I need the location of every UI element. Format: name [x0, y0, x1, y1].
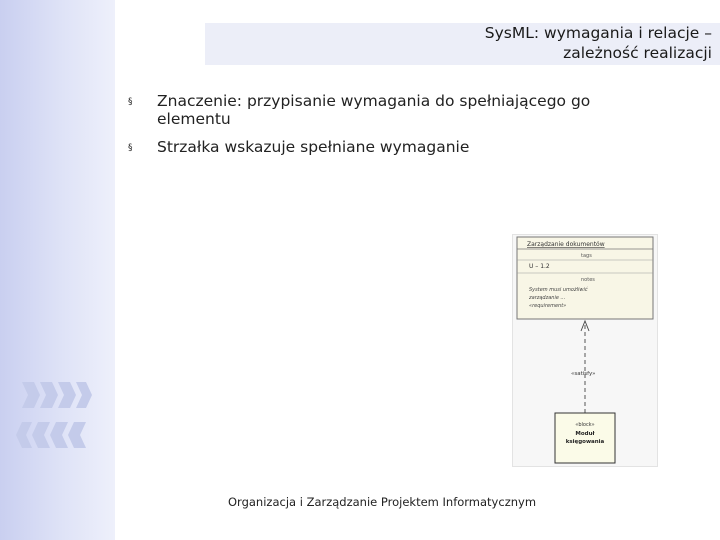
bullet-item — [128, 138, 648, 156]
requirement-tags-label: tags — [581, 253, 592, 259]
double-chevron-right-icon — [22, 382, 92, 408]
bullet-marker: § — [128, 97, 133, 107]
bullet-list — [128, 92, 648, 166]
satisfy-label: «satisfy» — [571, 371, 596, 377]
slide-title-line-1: SysML: wymagania i relacje – — [484, 24, 712, 42]
requirement-text-line-1: System musi umożliwić — [529, 287, 588, 293]
block-name-line-1: Moduł — [575, 431, 595, 437]
footer-text: Organizacja i Zarządzanie Projektem Informatycznym — [228, 495, 537, 509]
requirement-name: Zarządzanie dokumentów — [527, 241, 605, 248]
requirement-notes-label: notes — [581, 277, 595, 283]
bullet-marker: § — [128, 143, 133, 153]
title-bar — [205, 23, 720, 65]
requirement-stereotype: «requirement» — [529, 303, 567, 309]
block-name-line-2: księgowania — [565, 439, 605, 445]
left-decorative-band — [0, 0, 115, 540]
bullet-text: Znaczenie: przypisanie wymagania do spełniającego go elementu — [157, 92, 591, 128]
requirement-id: U – 1.2 — [529, 263, 550, 270]
double-chevron-left-icon — [16, 422, 86, 448]
chevron-decoration — [14, 380, 98, 452]
requirement-text-line-2: zarządzanie ... — [529, 295, 566, 301]
block-box — [555, 413, 615, 463]
block-stereotype: «block» — [575, 422, 595, 428]
sysml-diagram — [512, 234, 658, 467]
slide-title-line-2: zależność realizacji — [563, 44, 712, 62]
bullet-text: Strzałka wskazuje spełniane wymaganie — [157, 138, 470, 156]
bullet-item — [128, 92, 648, 128]
sysml-diagram-canvas — [513, 235, 657, 466]
slide-title — [272, 23, 712, 63]
